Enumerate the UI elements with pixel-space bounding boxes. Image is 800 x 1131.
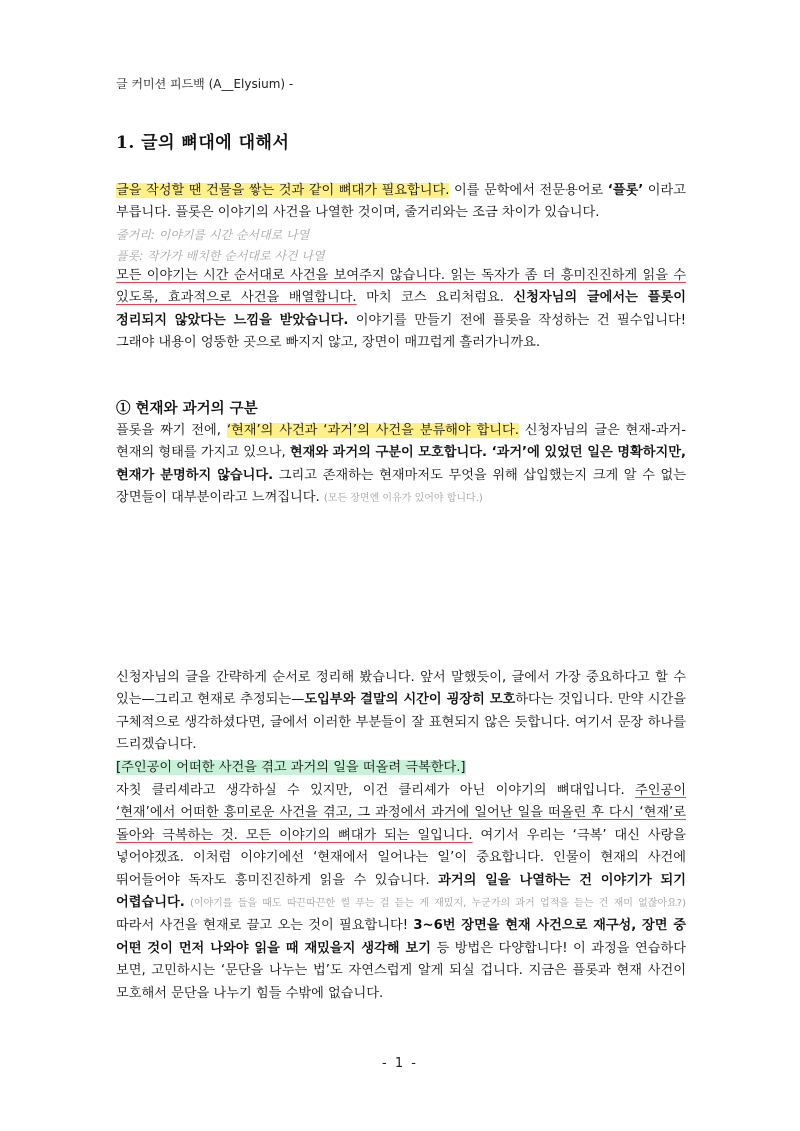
highlighted-sentence: ‘현재’의 사건과 ‘과거’의 사건을 분류해야 합니다. [226, 423, 519, 438]
quote-line [116, 757, 686, 779]
highlighted-quote: [주인공이 어떠한 사건을 겪고 과거의 일을 떠올려 극복한다.] [116, 760, 466, 775]
document-header: 글 커미션 피드백 (A__Elysium) - [116, 77, 294, 91]
section-2-paragraph-3: 자칫 클리셰라고 생각하실 수 있지만, 이건 클리셰가 아닌 이야기의 뼈대입니다. 주인공이 ‘현재’에서 어떠한 흥미로운 사건을 겪고, 그 과정에서 과거에 일어난 일을 떠올린 후 다시 ‘현재’로 돌아와 극복하는 것. 모든 이야기의 뼈대가 되는 일입니다. 여기서 우리는 ‘극복’ 대신 사랑을 넣어야겠죠. 이처럼 이야기에선 ‘현재에서 일어나는 일’이 중요합니다. 인물이 현재의 사건에 뛰어들어야 독자도 흥미진진하게 읽을 수 있습니다. 과거의 일을 나열하는 건 이야기가 되기 어렵습니다. (이야기를 들을 때도 따끈따끈한 썰 푸는 걸 듣는 게 재밌지, 누군가의 과거 업적을 듣는 건 재미 없잖아요?) 따라서 사건을 현재로 끌고 오는 것이 필요합니다! 3~6번 장면을 현재 사건으로 재구성, 장면 중 어떤 것이 먼저 나와야 읽을 때 재밌을지 생각해 보기 등 방법은 다양합니다! 이 과정을 연습하다 보면, 고민하시는 ‘문단을 나누는 법’도 자연스럽게 알게 되실 겁니다. 지금은 플롯과 현재 사건이 모호해서 문단을 나누기 힘들 수밖에 없습니다. [116, 783, 687, 1001]
section-1-paragraph-1: 글을 작성할 땐 건물을 쌓는 것과 같이 뼈대가 필요합니다. 이를 문학에서 전문용어로 ‘플롯’ 이라고 부릅니다. 플롯은 이야기의 사건을 나열한 것이며, 줄거리와는 조금 차이가 있습니다. [116, 183, 686, 221]
highlighted-sentence: 글을 작성할 땐 건물을 쌓는 것과 같이 뼈대가 필요합니다. [116, 183, 450, 198]
section-2-paragraph-2: 신청자님의 글을 간략하게 순서로 정리해 봤습니다. 앞서 말했듯이, 글에서 가장 중요하다고 할 수 있는—그리고 현재로 추정되는—도입부와 결말의 시간이 굉장히 모호하다는 것입니다. 만약 시간을 구체적으로 생각하셨다면, 글에서 이러한 부분들이 잘 표현되지 않은 듯합니다. 여기서 문장 하나를 드리겠습니다. [116, 670, 686, 753]
definition-note-2: 플롯: 작가가 배치한 순서대로 사건 나열 [116, 249, 325, 263]
section-2-title: ① 현재와 과거의 구분 [116, 400, 258, 417]
underlined-sentence: 모든 이야기는 시간 순서대로 사건을 보여주지 않습니다. 읽는 독자가 좀 더 흥미진진하게 읽을 수 있도록, 효과적으로 사건을 배열합니다. [116, 268, 686, 306]
section-1-title: 1. 글의 뼈대에 대해서 [116, 133, 290, 153]
underlined-sentence: 주인공이 ‘현재’에서 어떠한 흥미로운 사건을 겪고, 그 과정에서 과거에 일어난 일을 떠올린 후 다시 ‘현재’로 돌아와 극복하는 것. 모든 이야기의 뼈대가 되는 일입니다. [116, 783, 686, 843]
definition-note-1: 줄거리: 이야기를 시간 순서대로 나열 [116, 228, 310, 242]
section-2-paragraph-1: 플롯을 짜기 전에, ‘현재’의 사건과 ‘과거’의 사건을 분류해야 합니다. 신청자님의 글은 현재-과거-현재의 형태를 가지고 있으나, 현재와 과거의 구분이 모호합니다. ‘과거’에 있었던 일은 명확하지만, 현재가 분명하지 않습니다. 그리고 존재하는 현재마저도 무엇을 위해 삽입했는지 크게 알 수 없는 장면들이 대부분이라고 느껴집니다. (모든 장면엔 이유가 있어야 합니다.) [116, 423, 686, 506]
section-1-paragraph-2: 모든 이야기는 시간 순서대로 사건을 보여주지 않습니다. 읽는 독자가 좀 더 흥미진진하게 읽을 수 있도록, 효과적으로 사건을 배열합니다. 마치 코스 요리처럼요. 신청자님의 글에서는 플롯이 정리되지 않았다는 느낌을 받았습니다. 이야기를 만들기 전에 플롯을 작성하는 건 필수입니다! 그래야 내용이 엉뚱한 곳으로 빠지지 않고, 장면이 매끄럽게 흘러가니까요. [116, 268, 686, 351]
page-number: - 1 - [382, 1056, 418, 1071]
